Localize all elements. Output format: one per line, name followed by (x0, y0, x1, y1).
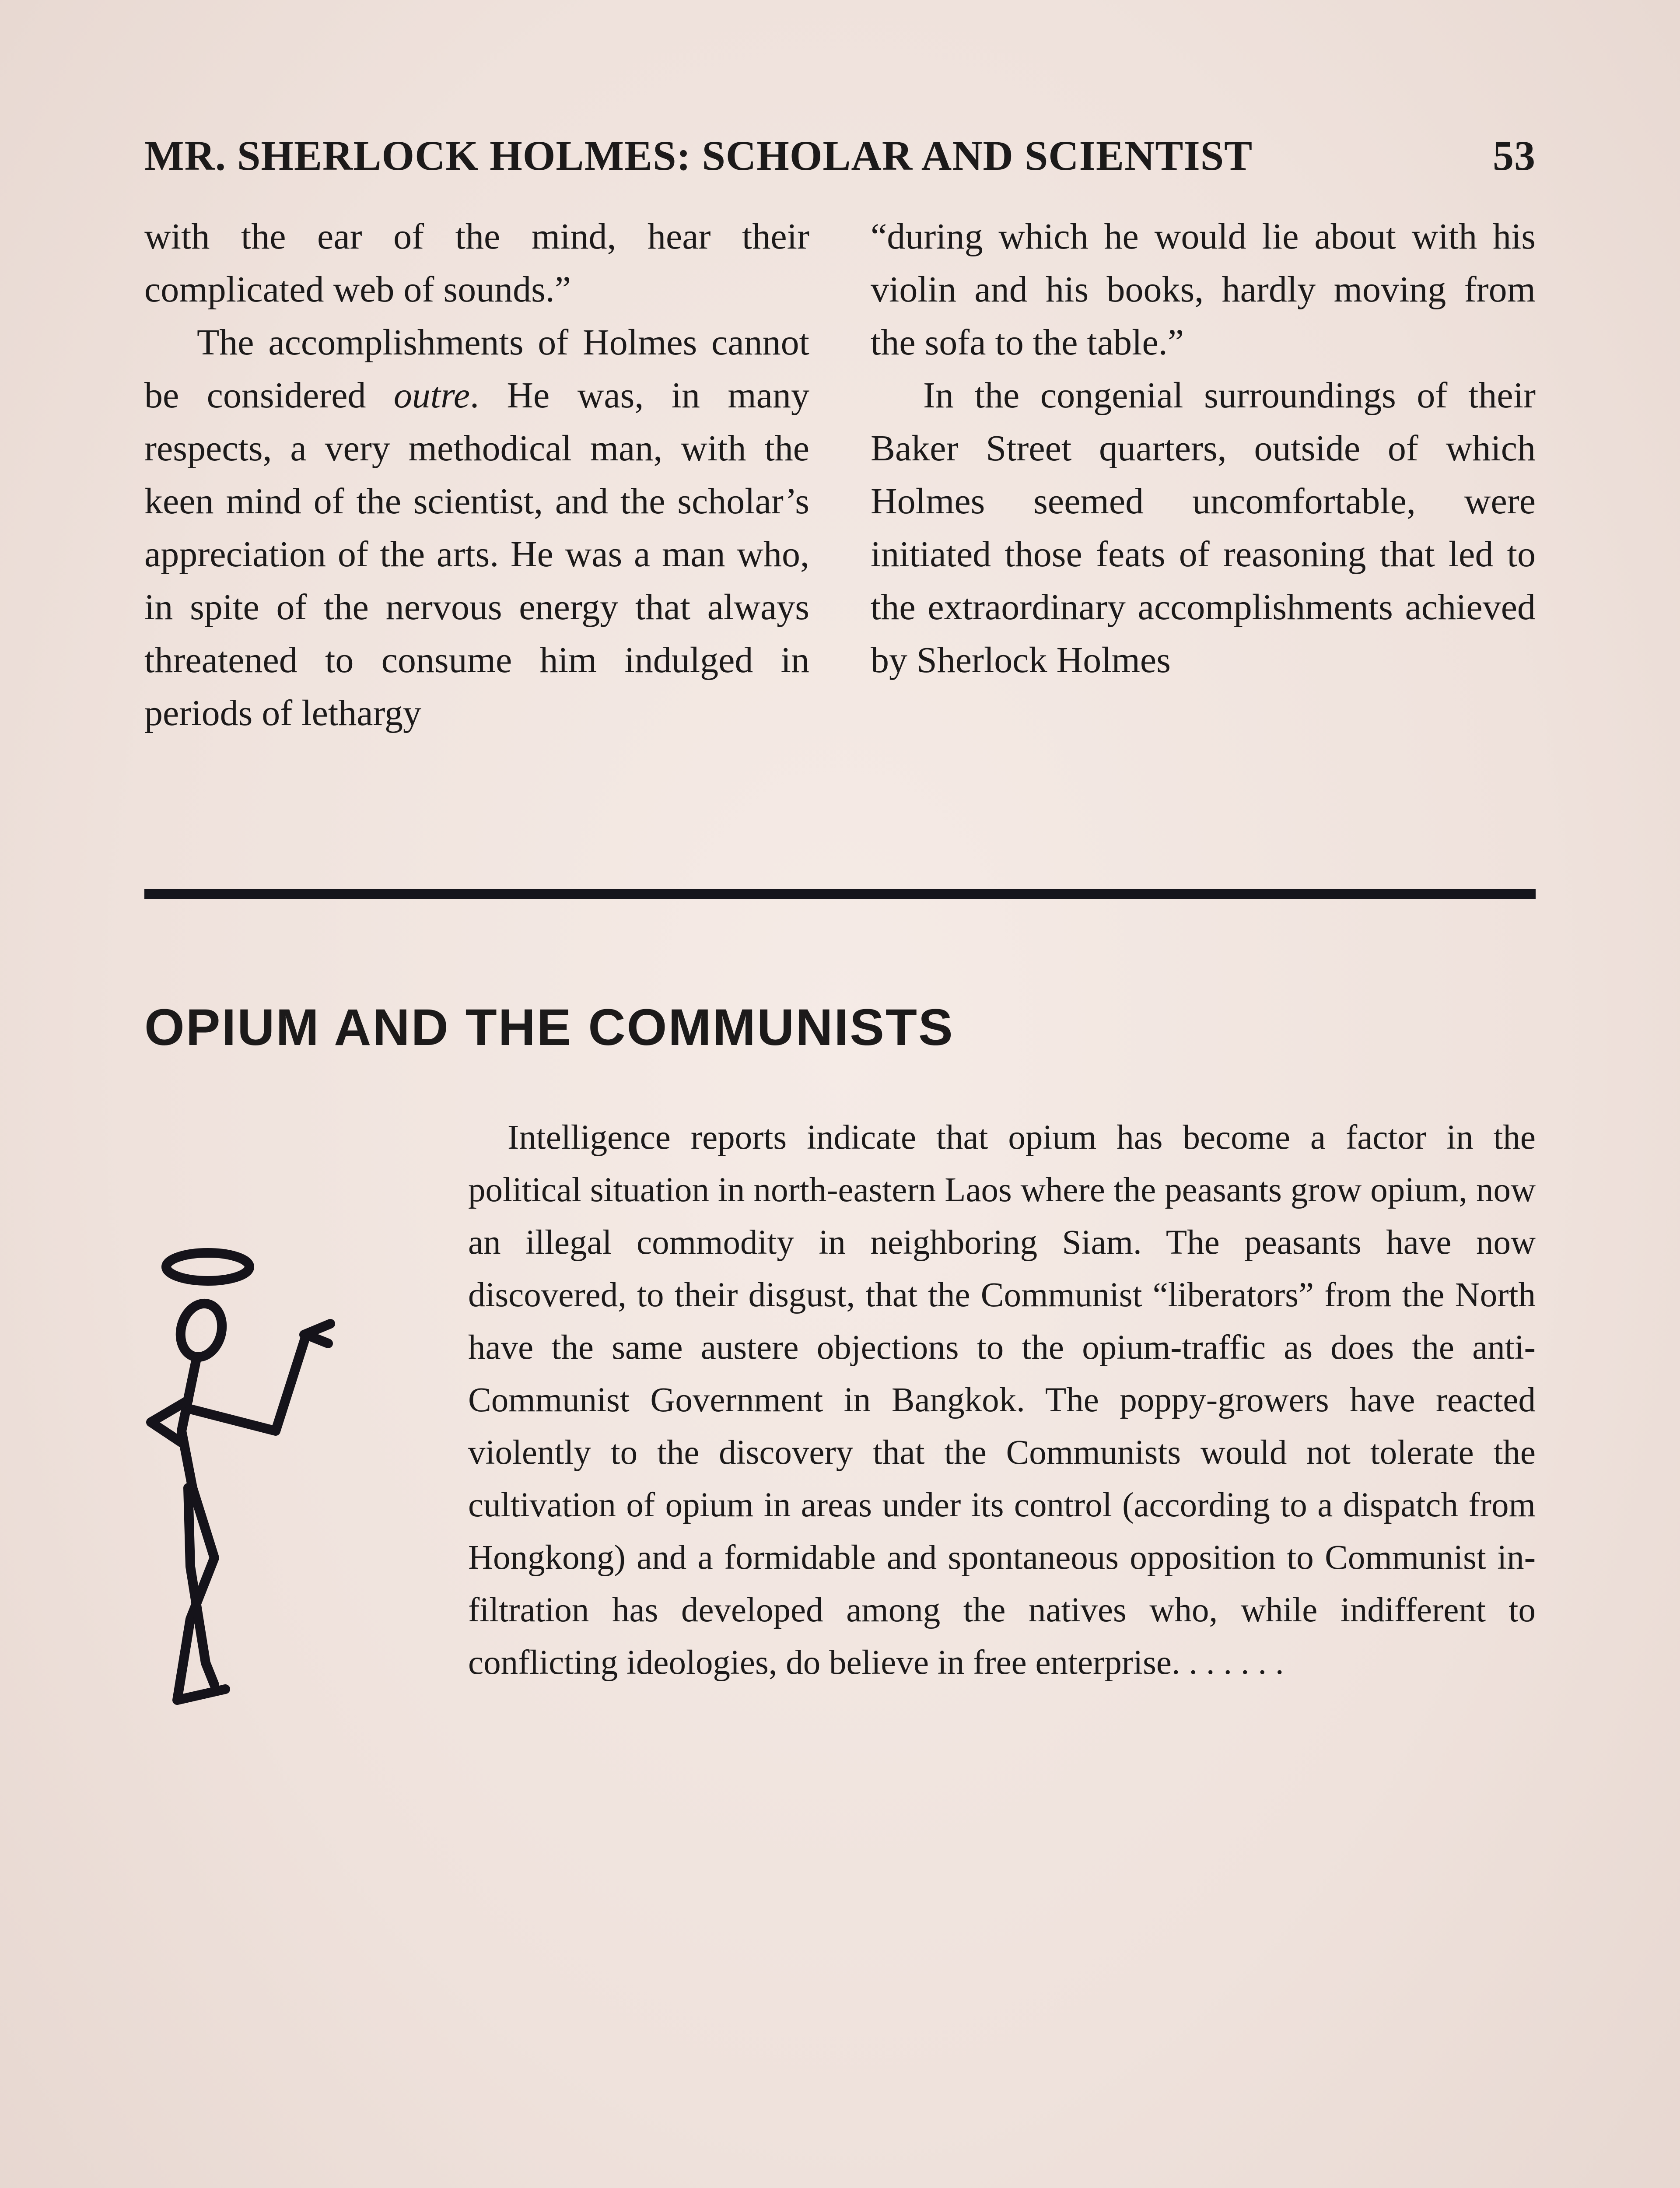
left-paragraph-2-end: . He was, in many respects, a very methodical man, with the keen mind of the scientist, and the scholar’s appreciation of the arts. He was a man who, in spite of the nervous energy that always threatened to consume him indulged in periods of lethargy (144, 375, 809, 733)
left-paragraph-1: with the ear of the mind, hear their complicated web of sounds.” (144, 216, 809, 310)
right-paragraph-1: “during which he would lie about with his violin and his books, hardly moving from the sofa to the table.” (871, 216, 1536, 363)
outre-word: outre (393, 375, 470, 416)
section-divider (144, 889, 1536, 899)
holmes-article-columns (144, 210, 1536, 740)
right-paragraph-2: In the congenial surroundings of their Baker Street quarters, outside of which Holmes seemed uncomfortable, were initiated those feats of reasoning that led to the extraordinary accomplishments achieved by Sherlock Holmes (871, 375, 1536, 680)
opium-article (468, 1112, 1536, 1689)
running-title: MR. SHERLOCK HOLMES: SCHOLAR AND SCIENTIST (144, 132, 1253, 179)
left-column (144, 210, 809, 740)
left-paragraph-2-start: The accomplishments of Holmes cannot be considered (144, 322, 809, 416)
right-column (871, 210, 1536, 740)
page-number: 53 (1493, 132, 1536, 179)
running-head (144, 131, 1536, 184)
opium-article-body: Intelligence reports indicate that opium has become a factor in the political situation in north-eastern Laos where the peasants grow opium, now an illegal commodity in neighboring Siam. The peasants have now discovered, to their disgust, that the Communist “liberators” from the North have the same austere objections to the opium-traffic as does the anti-Communist Government in Bangkok. The poppy-growers have reacted violently to the discovery that the Communists would not tolerate the cultivation of opium in areas under its control (according to a dispatch from Hongkong) and a formidable and spontaneous opposition to Communist infiltration has developed among the natives who, while indifferent to conflicting ideologies, do believe in free enterprise. . . . . . . (468, 1119, 1536, 1682)
left-paragraph-2 (144, 316, 809, 740)
section-title: OPIUM AND THE COMMUNISTS (144, 999, 954, 1056)
haloed-stick-figure-icon (131, 1225, 394, 1750)
